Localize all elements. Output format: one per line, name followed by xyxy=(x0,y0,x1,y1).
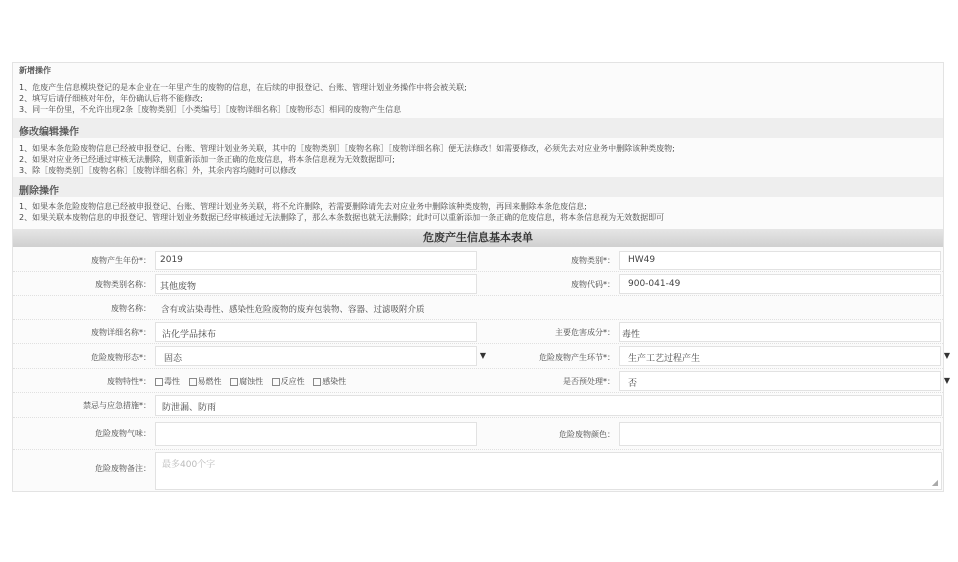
form-label: 危险废物形态*： xyxy=(91,353,151,362)
form-row-form xyxy=(13,344,950,369)
form-row-category-name xyxy=(13,272,943,296)
form-select-value: 固态 xyxy=(164,354,183,364)
edit-section-title: 修改编辑操作 xyxy=(19,127,79,138)
pretreat-label: 是否预处理*： xyxy=(563,377,615,386)
instructions-panel xyxy=(13,63,943,229)
year-value: 2019 xyxy=(160,255,183,265)
property-option-toxic[interactable] xyxy=(155,377,180,386)
link-select[interactable] xyxy=(619,346,950,366)
name-value: 含有或沾染毒性、感染性危险废物的废弃包装物、容器、过滤吸附介质 xyxy=(161,305,425,315)
emergency-label: 禁忌与应急措施*： xyxy=(83,401,151,410)
smell-label: 危险废物气味： xyxy=(95,429,151,438)
checkbox-icon xyxy=(189,378,197,386)
hazard-label: 主要危害成分*： xyxy=(555,328,615,337)
property-option-label: 毒性 xyxy=(164,377,180,386)
edit-section-band xyxy=(13,118,943,138)
form-sheet xyxy=(12,62,950,492)
remark-placeholder: 最多400个字 xyxy=(162,460,216,470)
category-value: HW49 xyxy=(628,255,656,265)
name-label: 废物名称： xyxy=(111,304,151,313)
hazard-value: 毒性 xyxy=(622,330,641,340)
remark-label: 危险废物备注： xyxy=(95,464,151,473)
smell-input[interactable] xyxy=(155,422,477,446)
category-name-input[interactable] xyxy=(155,274,477,294)
form-row-property xyxy=(13,369,950,393)
form-row-detail xyxy=(13,320,943,344)
detail-label: 废物详细名称*： xyxy=(91,328,151,337)
form-select[interactable] xyxy=(155,346,486,366)
chevron-down-icon: ▼ xyxy=(943,351,950,360)
property-option-flammable[interactable] xyxy=(189,377,222,386)
property-checkbox-group xyxy=(155,376,352,387)
add-note-3: 3、同一年份里，不允许出现2条［废物类别］［小类编号］［废物详细名称］［废物形态］相同的废物产生信息 xyxy=(19,105,402,114)
edit-note-1: 1、如果本条危险废物信息已经被申报登记、台账、管理计划业务关联，其中的［废物类别］［废物名称］［废物详细名称］便无法修改！如需要修改，必须先去对应业务中删除该种类废物; xyxy=(19,144,675,153)
checkbox-checked-icon xyxy=(155,378,163,386)
add-section-title: 新增操作 xyxy=(19,66,51,75)
hazard-input[interactable] xyxy=(619,322,941,342)
property-option-reactive[interactable] xyxy=(272,377,305,386)
checkbox-icon xyxy=(272,378,280,386)
property-option-label: 感染性 xyxy=(322,377,347,386)
form-row-name xyxy=(13,296,943,320)
resize-handle-icon[interactable]: ◢ xyxy=(931,478,938,487)
color-label: 危险废物颜色： xyxy=(559,430,615,439)
category-label: 废物类别*： xyxy=(571,256,615,265)
delete-section-band xyxy=(13,177,943,197)
code-value: 900-041-49 xyxy=(628,279,681,289)
form-row-year xyxy=(13,249,943,272)
edit-note-2: 2、如果对应业务已经通过审核无法删除，则重新添加一条正确的危废信息，将本条信息视为无效数据即可; xyxy=(19,155,395,164)
add-note-2: 2、填写后请仔细核对年份，年份确认后将不能修改; xyxy=(19,94,203,103)
property-option-label: 反应性 xyxy=(280,377,305,386)
link-select-value: 生产工艺过程产生 xyxy=(628,354,701,364)
chevron-down-icon: ▼ xyxy=(479,351,486,360)
delete-section-title: 删除操作 xyxy=(19,186,59,197)
edit-note-3: 3、除［废物类别］［废物名称］［废物详细名称］外，其余内容均随时可以修改 xyxy=(19,166,297,175)
delete-note-2: 2、如果关联本废物信息的申报登记、管理计划业务数据已经审核通过无法删除了，那么本条数据也就无法删除；此时可以重新添加一条正确的危废信息，将本条信息视为无效数据即可 xyxy=(19,213,665,222)
detail-input[interactable] xyxy=(155,322,477,342)
pretreat-select-value: 否 xyxy=(628,379,638,389)
chevron-down-icon: ▼ xyxy=(943,376,950,385)
property-option-corrosive[interactable] xyxy=(230,377,263,386)
detail-value: 沾化学品抹布 xyxy=(162,330,217,340)
year-input[interactable] xyxy=(155,251,477,270)
property-option-infectious[interactable] xyxy=(313,377,346,386)
add-note-1: 1、危废产生信息模块登记的是本企业在一年里产生的废物的信息，在后续的申报登记、台账、管理计划业务操作中将会被关联; xyxy=(19,83,467,92)
category-name-value: 其他废物 xyxy=(160,282,197,292)
checkbox-icon xyxy=(230,378,238,386)
link-label: 危险废物产生环节*： xyxy=(539,353,615,362)
category-name-label: 废物类别名称： xyxy=(95,280,151,289)
form-title: 危废产生信息基本表单 xyxy=(13,229,943,247)
pretreat-select[interactable] xyxy=(619,371,950,391)
code-input[interactable] xyxy=(619,274,941,294)
property-option-label: 易燃性 xyxy=(197,377,222,386)
form-row-smell xyxy=(13,418,943,450)
emergency-input[interactable] xyxy=(155,395,942,416)
property-label: 废物特性*： xyxy=(107,377,151,386)
year-label: 废物产生年份*： xyxy=(91,256,151,265)
remark-textarea[interactable] xyxy=(155,452,942,490)
code-label: 废物代码*： xyxy=(571,280,615,289)
form-row-remark xyxy=(13,450,943,490)
emergency-value: 防泄漏、防雨 xyxy=(162,403,217,413)
delete-note-1: 1、如果本条危险废物信息已经被申报登记、台账、管理计划业务关联，将不允许删除，若需要删除请先去对应业务中删除该种类废物，再回来删除本条危废信息; xyxy=(19,202,587,211)
property-option-label: 腐蚀性 xyxy=(239,377,264,386)
color-input[interactable] xyxy=(619,422,941,446)
category-input[interactable] xyxy=(619,251,941,270)
form-row-emergency xyxy=(13,393,943,418)
checkbox-icon xyxy=(313,378,321,386)
